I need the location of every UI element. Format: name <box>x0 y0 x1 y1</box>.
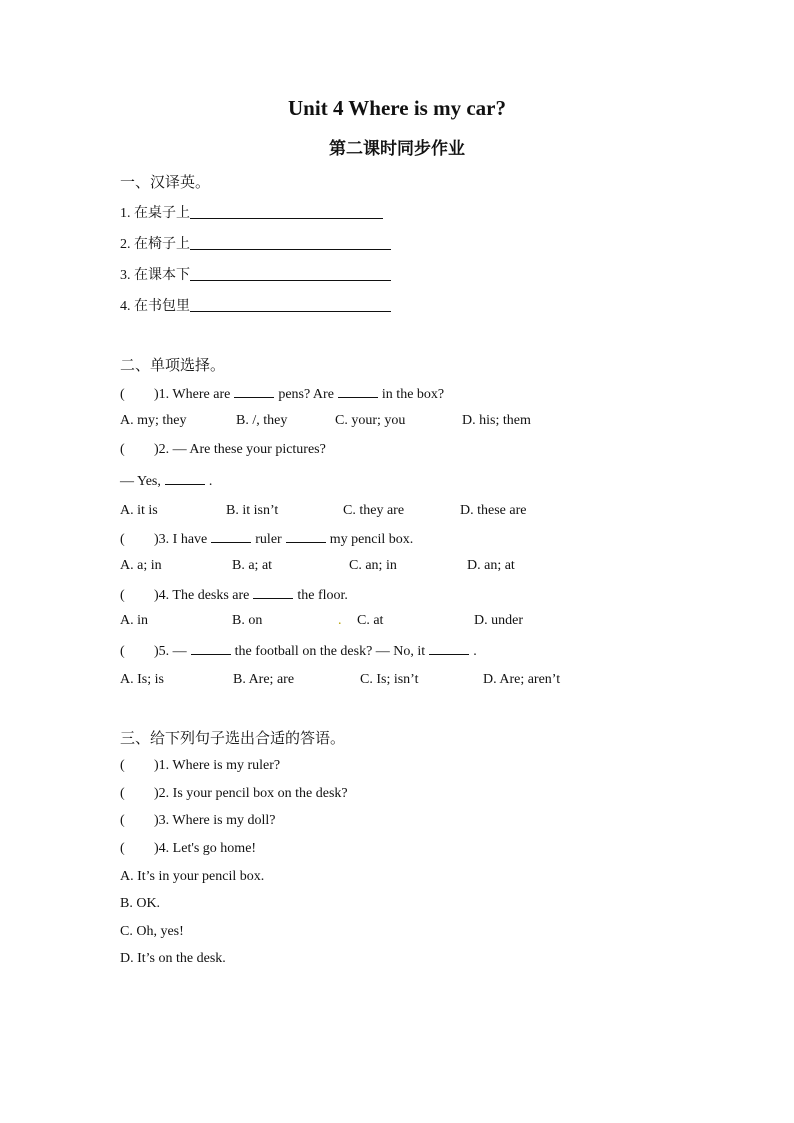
option-a: A. in <box>120 613 148 628</box>
item-text: 在书包里 <box>134 298 190 314</box>
item-text: 在椅子上 <box>134 236 190 252</box>
question-3 <box>120 530 413 548</box>
question-number: )5. <box>154 644 170 659</box>
question-text: pens? Are <box>278 387 334 402</box>
question-number: )4. <box>154 588 170 603</box>
question-text: Let's go home! <box>172 841 257 856</box>
answer-blank[interactable] <box>190 204 383 219</box>
option-a: A. my; they <box>120 413 187 428</box>
match-question-1 <box>120 758 280 774</box>
question-number: )1. <box>154 758 170 773</box>
answer-blank[interactable] <box>190 266 391 281</box>
options-4 <box>120 613 720 631</box>
answer-paren[interactable]: ( <box>120 786 125 801</box>
question-text: Is your pencil box on the desk? <box>172 786 348 801</box>
answer-paren[interactable]: ( <box>120 532 125 547</box>
option-a: A. a; in <box>120 558 162 573</box>
blank <box>211 530 251 543</box>
section3-heading: 三、给下列句子选出合适的答语。 <box>120 729 346 747</box>
option-c: C. at <box>357 613 384 628</box>
answer-paren[interactable]: ( <box>120 644 125 659</box>
question-text: — Are these your pictures? <box>172 442 326 457</box>
blank <box>234 385 274 398</box>
answer-option-b: B. OK. <box>120 896 161 911</box>
question-4 <box>120 586 348 604</box>
answer-option-c: C. Oh, yes! <box>120 924 184 939</box>
option-c: C. an; in <box>349 558 397 573</box>
answer-paren[interactable]: ( <box>120 442 125 457</box>
question-text: in the box? <box>381 387 445 402</box>
match-question-2 <box>120 786 348 802</box>
item-text: 在桌子上 <box>134 205 190 221</box>
section1-heading: 一、汉译英。 <box>120 173 211 191</box>
option-c: C. your; you <box>335 413 406 428</box>
question-number: )2. <box>154 442 170 457</box>
question-2-reply <box>120 472 212 490</box>
answer-paren[interactable]: ( <box>120 841 125 856</box>
question-number: )2. <box>154 786 170 801</box>
question-text: The desks are <box>172 588 250 603</box>
option-c: C. they are <box>343 503 405 518</box>
blank <box>429 642 469 655</box>
question-number: )3. <box>154 813 170 828</box>
question-2 <box>120 442 326 458</box>
question-text: Where are <box>172 387 231 402</box>
reply-end: . <box>208 474 213 489</box>
reply-text: — Yes, <box>120 474 161 489</box>
question-text: I have <box>172 532 208 547</box>
question-text: Where is my doll? <box>172 813 276 828</box>
options-3 <box>120 558 720 576</box>
question-text: the football on the desk? — No, it <box>234 644 426 659</box>
item-number: 3. <box>120 268 131 283</box>
question-number: )3. <box>154 532 170 547</box>
option-b: B. /, they <box>236 413 288 428</box>
match-question-3 <box>120 813 275 829</box>
item-text: 在课本下 <box>134 267 190 283</box>
answer-paren[interactable]: ( <box>120 758 125 773</box>
option-b: B. it isn’t <box>226 503 279 518</box>
blank <box>253 586 293 599</box>
question-number: )1. <box>154 387 170 402</box>
question-text: ruler <box>255 532 282 547</box>
question-text: — <box>172 644 187 659</box>
blank <box>165 472 205 485</box>
blank <box>286 530 326 543</box>
option-a: A. Is; is <box>120 672 164 687</box>
match-question-4 <box>120 841 256 857</box>
option-d: D. these are <box>460 503 527 518</box>
option-c: C. Is; isn’t <box>360 672 419 687</box>
answer-paren[interactable]: ( <box>120 813 125 828</box>
option-d: D. his; them <box>462 413 531 428</box>
question-text: the floor. <box>297 588 348 603</box>
item-number: 4. <box>120 299 131 314</box>
option-a: A. it is <box>120 503 158 518</box>
answer-paren[interactable]: ( <box>120 588 125 603</box>
answer-option-d: D. It’s on the desk. <box>120 951 226 966</box>
answer-option-a: A. It’s in your pencil box. <box>120 869 265 884</box>
question-text: Where is my ruler? <box>172 758 281 773</box>
options-5 <box>120 672 720 690</box>
option-b: B. Are; are <box>233 672 295 687</box>
options-1 <box>120 413 720 431</box>
options-2 <box>120 503 720 521</box>
item-number: 2. <box>120 237 131 252</box>
answer-blank[interactable] <box>190 235 391 250</box>
translate-item-3 <box>120 264 391 284</box>
item-number: 1. <box>120 206 131 221</box>
option-b: B. on <box>232 613 263 628</box>
translate-item-1 <box>120 202 383 222</box>
option-b: B. a; at <box>232 558 273 573</box>
page-title: Unit 4 Where is my car? <box>288 96 506 120</box>
option-d: D. an; at <box>467 558 515 573</box>
translate-item-4 <box>120 295 391 315</box>
translate-item-2 <box>120 233 391 253</box>
answer-paren[interactable]: ( <box>120 387 125 402</box>
question-text: my pencil box. <box>329 532 414 547</box>
stray-dot-mark: . <box>338 613 342 628</box>
question-1 <box>120 385 444 403</box>
section2-heading: 二、单项选择。 <box>120 356 226 374</box>
page-subtitle: 第二课时同步作业 <box>329 139 465 159</box>
answer-blank[interactable] <box>190 297 391 312</box>
blank <box>191 642 231 655</box>
blank <box>338 385 378 398</box>
question-text: . <box>473 644 477 659</box>
question-5 <box>120 642 477 660</box>
question-number: )4. <box>154 841 170 856</box>
option-d: D. Are; aren’t <box>483 672 561 687</box>
option-d: D. under <box>474 613 523 628</box>
